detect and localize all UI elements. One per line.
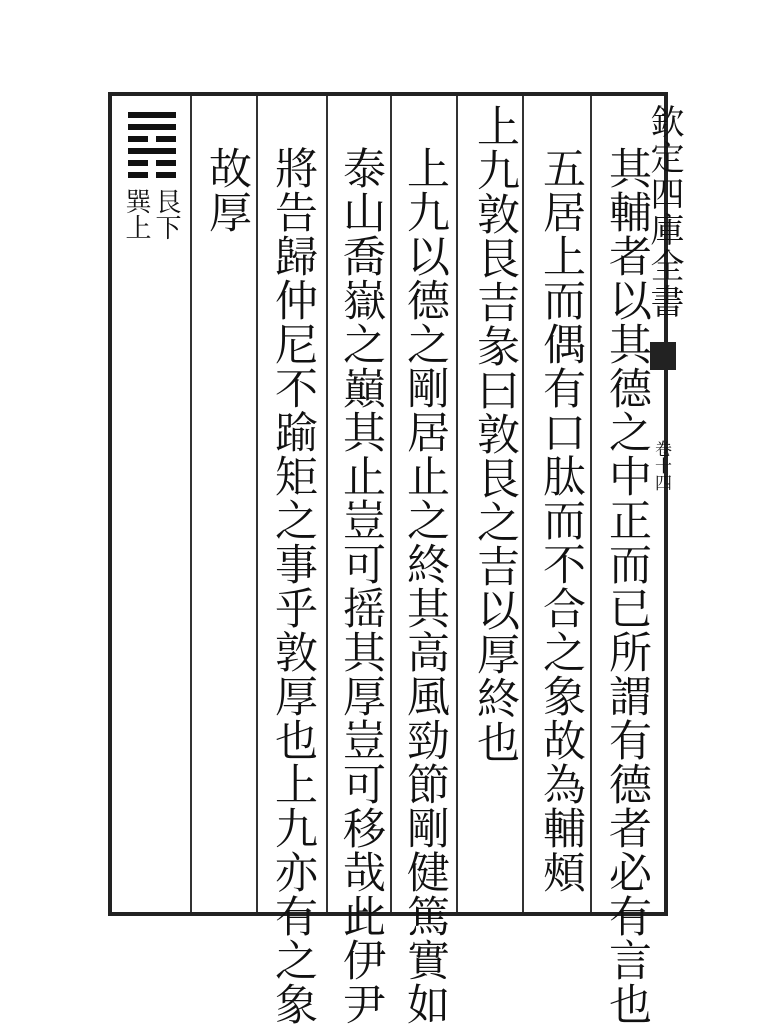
trigram-lower-label: 艮下 (151, 188, 181, 240)
column-rule (190, 96, 192, 912)
text-column-2: 五居上而偶有口肽而不合之象故為輔頰 (536, 146, 586, 894)
hexagram-line (128, 148, 176, 154)
column-rule (456, 96, 458, 912)
hexagram-line (128, 172, 176, 178)
text-column-6: 將告歸仲尼不踰矩之事乎敦厚也上九亦有之象 (268, 146, 318, 1026)
hexagram-line (128, 112, 176, 118)
text-column-7: 故厚 (202, 146, 252, 234)
text-column-1: 其輔者以其德之中正而已所謂有德者必有言也 (602, 146, 652, 1026)
column-rule (326, 96, 328, 912)
hexagram-line (128, 124, 176, 130)
margin-volume-label: 卷十四 (651, 440, 671, 491)
hexagram-line (128, 136, 176, 142)
column-rule (590, 96, 592, 912)
text-column-5: 泰山喬嶽之巔其止豈可摇其厚豈可移哉此伊尹 (336, 146, 386, 1026)
margin-book-title: 欽定四庫全書 (644, 104, 684, 320)
hexagram-symbol (128, 112, 176, 184)
hexagram-line (128, 160, 176, 166)
text-column-3: 上九敦艮吉彖曰敦艮之吉以厚終也 (470, 104, 520, 764)
text-column-4: 上九以德之剛居止之終其高風勁節剛健篤實如 (400, 146, 450, 1026)
trigram-upper-label: 巽上 (121, 188, 151, 240)
column-rule (390, 96, 392, 912)
column-rule (256, 96, 258, 912)
